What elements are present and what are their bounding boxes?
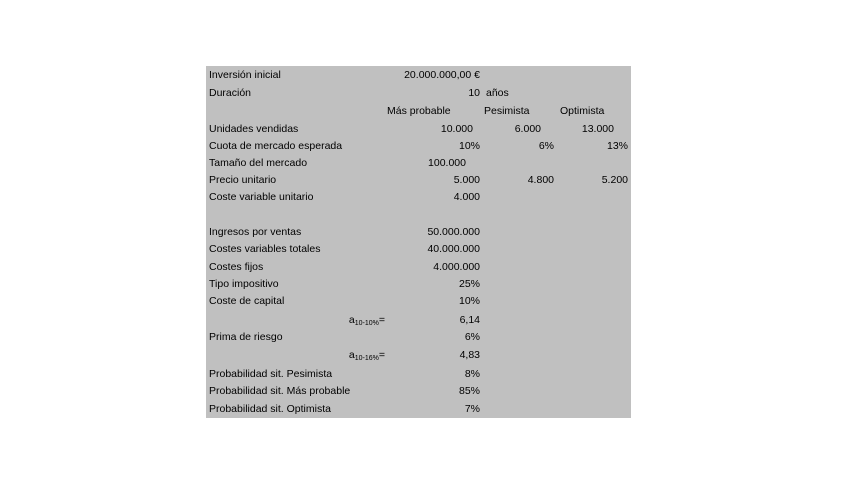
row-costes-variables-totales <box>206 241 631 258</box>
cell-value[interactable]: 20.000.000,00 € <box>404 69 480 81</box>
row-scenario-headers <box>206 103 631 120</box>
row-ingresos-ventas <box>206 224 631 241</box>
row-duracion <box>206 85 631 102</box>
cell-mas-probable[interactable]: 100.000 <box>428 157 466 169</box>
row-tamano-mercado <box>206 155 631 172</box>
row-anualidad-16 <box>206 347 631 364</box>
row-prima-riesgo <box>206 329 631 346</box>
header-mas-probable[interactable]: Más probable <box>387 105 451 117</box>
row-prob-optimista <box>206 401 631 418</box>
row-coste-capital <box>206 293 631 310</box>
cell-value[interactable]: 85% <box>458 385 480 397</box>
cell-mas-probable[interactable]: 5.000 <box>453 174 480 186</box>
cell-value[interactable]: 4.000.000 <box>433 261 480 273</box>
cell-label[interactable]: Coste variable unitario <box>209 191 314 203</box>
cell-value[interactable]: 6,14 <box>459 314 480 326</box>
cell-mas-probable[interactable]: 10% <box>458 140 480 152</box>
cell-label[interactable]: Tamaño del mercado <box>209 157 308 169</box>
row-prob-mas-probable <box>206 383 631 400</box>
cell-label[interactable]: Probabilidad sit. Más probable <box>209 385 351 397</box>
cell-value[interactable]: 7% <box>464 403 480 415</box>
cell-pesimista[interactable]: 6% <box>538 140 554 152</box>
cell-optimista[interactable]: 13.000 <box>581 123 614 135</box>
spreadsheet-range <box>206 66 631 418</box>
cell-pesimista[interactable]: 6.000 <box>514 123 541 135</box>
row-precio-unitario <box>206 172 631 189</box>
cell-value[interactable]: 40.000.000 <box>427 243 480 255</box>
cell-label[interactable]: Duración <box>209 87 252 99</box>
cell-label[interactable]: Tipo impositivo <box>209 278 279 290</box>
cell-label[interactable]: Probabilidad sit. Pesimista <box>209 368 333 380</box>
cell-unit[interactable]: años <box>486 87 509 99</box>
cell-label[interactable]: Precio unitario <box>209 174 277 186</box>
cell-value[interactable]: 6% <box>464 331 480 343</box>
cell-label[interactable]: Prima de riesgo <box>209 331 283 343</box>
cell-label[interactable]: Probabilidad sit. Optimista <box>209 403 331 415</box>
row-tipo-impositivo <box>206 276 631 293</box>
annuity-subscript: 10-10% <box>354 320 379 327</box>
annuity-equals: = <box>378 349 385 361</box>
cell-value[interactable]: 4,83 <box>459 349 480 361</box>
cell-value[interactable]: 50.000.000 <box>427 226 480 238</box>
cell-label[interactable]: Ingresos por ventas <box>209 226 302 238</box>
cell-value[interactable]: 8% <box>464 368 480 380</box>
annuity-subscript: 10-16% <box>354 355 379 362</box>
cell-label[interactable]: Unidades vendidas <box>209 123 299 135</box>
row-prob-pesimista <box>206 366 631 383</box>
cell-mas-probable[interactable]: 10.000 <box>440 123 473 135</box>
cell-optimista[interactable]: 13% <box>606 140 628 152</box>
cell-label[interactable]: Costes variables totales <box>209 243 321 255</box>
row-costes-fijos <box>206 259 631 276</box>
annuity-symbol: a <box>348 349 355 361</box>
row-anualidad-10 <box>206 312 631 329</box>
cell-value[interactable]: 10 <box>468 87 480 99</box>
cell-optimista[interactable]: 5.200 <box>601 174 628 186</box>
row-cuota-mercado <box>206 138 631 155</box>
cell-label[interactable]: Coste de capital <box>209 295 285 307</box>
annuity-equals: = <box>378 314 385 326</box>
cell-value[interactable]: 10% <box>458 295 480 307</box>
annuity-factor-label[interactable] <box>349 347 385 367</box>
cell-pesimista[interactable]: 4.800 <box>527 174 554 186</box>
annuity-symbol: a <box>348 314 355 326</box>
row-unidades-vendidas <box>206 121 631 138</box>
cell-value[interactable]: 25% <box>458 278 480 290</box>
header-pesimista[interactable]: Pesimista <box>484 105 530 117</box>
row-coste-variable-unitario <box>206 189 631 206</box>
header-optimista[interactable]: Optimista <box>560 105 605 117</box>
cell-label[interactable]: Cuota de mercado esperada <box>209 140 343 152</box>
cell-label[interactable]: Inversión inicial <box>209 69 281 81</box>
cell-mas-probable[interactable]: 4.000 <box>453 191 480 203</box>
row-inversion-inicial <box>206 67 631 84</box>
cell-label[interactable]: Costes fijos <box>209 261 264 273</box>
